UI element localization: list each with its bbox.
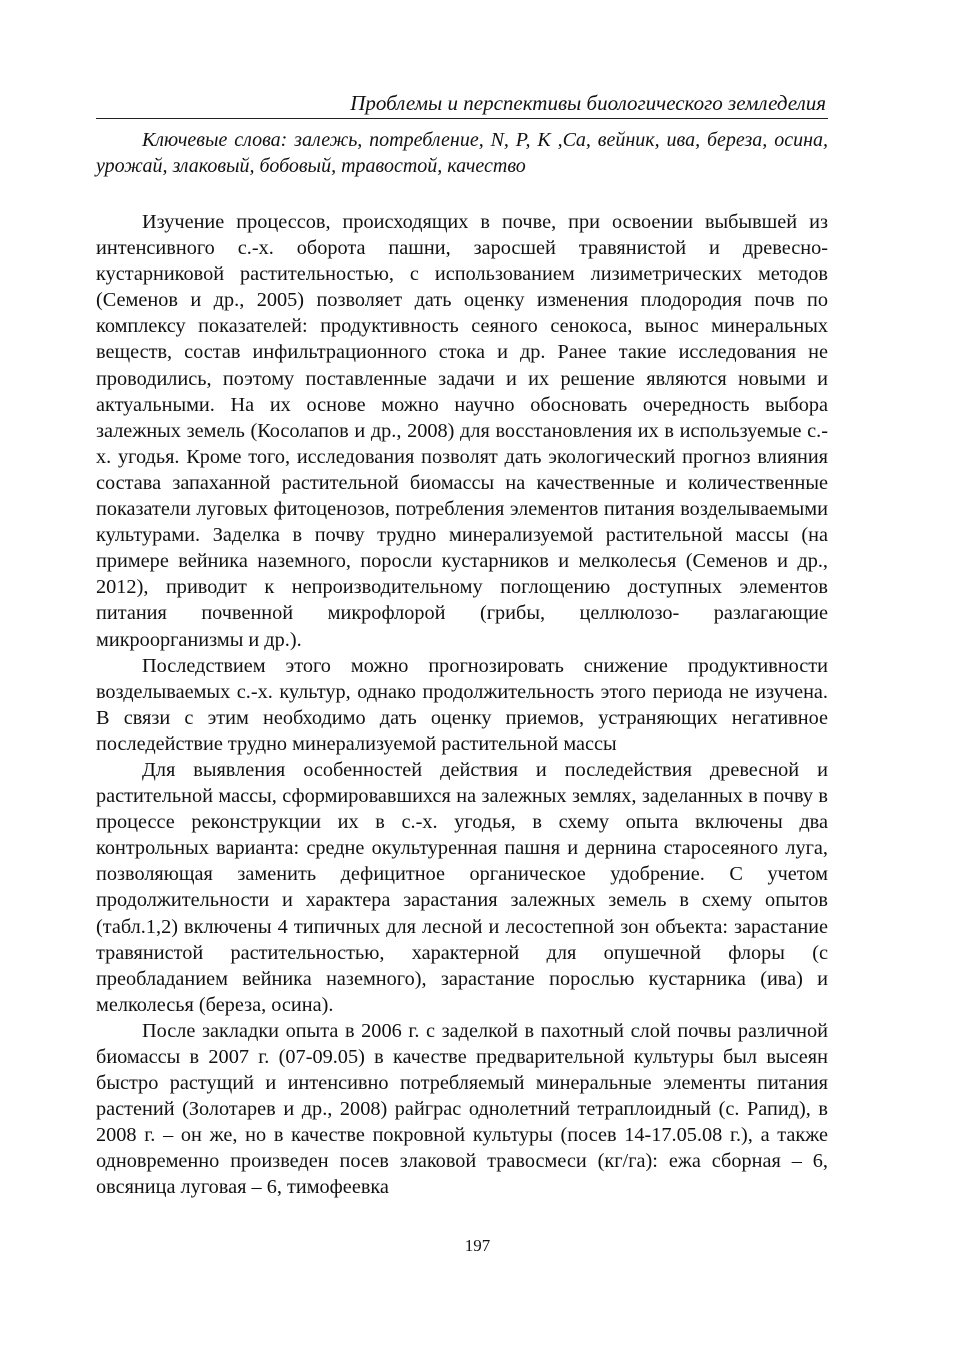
page-content	[96, 90, 828, 1201]
page-number: 197	[464, 1236, 491, 1255]
paragraph-2: Последствием этого можно прогнозировать снижение продуктивности возделываемых с.-х. культур, однако продолжительность этого периода не изучена. В связи с этим необходимо дать оценку приемов, устраняющих негативное последействие трудно минерализуемой растительной массы	[96, 654, 828, 755]
running-header: Проблемы и перспективы биологического земледелия	[96, 90, 828, 119]
body-text	[96, 209, 828, 1201]
keywords: Ключевые слова: залежь, потребление, N, P, K ,Ca, вейник, ива, береза, осина, урожай, злаковый, бобовый, травостой, качество	[96, 129, 828, 177]
paragraph-3: Для выявления особенностей действия и последействия древесной и растительной массы, сформировавшихся на залежных землях, заделанных в почву в процессе реконструкции их в с.-х. угодья, в схему опыта включены два контрольных варианта: средне окультуренная пашня и дернина старосеяного луга, позволяющая заменить дефицитное органическое удобрение. С учетом продолжительности и характера зарастания залежных земель в схему опытов (табл.1,2) включены 4 типичных для лесной и лесостепной зон объекта: зарастание травянистой растительностью, характерной для опушечной флоры (с преобладанием вейника наземного), зарастание порослью кустарника (ива) и мелколесья (береза, осина).	[96, 758, 828, 1016]
paragraph-1: Изучение процессов, происходящих в почве, при освоении выбывшей из интенсивного с.-х. оборота пашни, заросшей травянистой и древесно-кустарниковой растительностью, с использованием лизиметрических методов (Семенов и др., 2005) позволяет дать оценку изменения плодородия почв по комплексу показателей: продуктивность сеяного сенокоса, вынос минеральных веществ, состав инфильтрационного стока и др. Ранее такие исследования не проводились, поэтому поставленные задачи и их решение являются новыми и актуальными. На их основе можно научно обосновать очередность выбора залежных земель (Косолапов и др., 2008) для восстановления их в используемые с.-х. угодья. Кроме того, исследования позволят дать экологический прогноз влияния состава запаханной растительной биомассы на качественные и количественные показатели луговых фитоценозов, потребления элементов питания возделываемыми культурами. Заделка в почву трудно минерализуемой растительной массы (на примере вейника наземного, поросли кустарников и мелколесья (Семенов и др., 2012), приводит к непроизводительному поглощению доступных элементов питания почвенной микрофлорой (грибы, целлюлозо- разлагающие микроорганизмы и др.).	[96, 211, 828, 651]
paragraph-4: После закладки опыта в 2006 г. с заделкой в пахотный слой почвы различной биомассы в 2007 г. (07-09.05) в качестве предварительной культуры был высеян быстро растущий и интенсивно потребляемый минеральные элементы питания растений (Золотарев и др., 2008) райграс однолетний тетраплоидный (с. Рапид), в 2008 г. – он же, но в качестве покровной культуры (посев 14-17.05.08 г.), а также одновременно произведен посев злаковой травосмеси (кг/га): ежа сборная – 6, овсяница луговая – 6, тимофеевка	[96, 1019, 828, 1199]
